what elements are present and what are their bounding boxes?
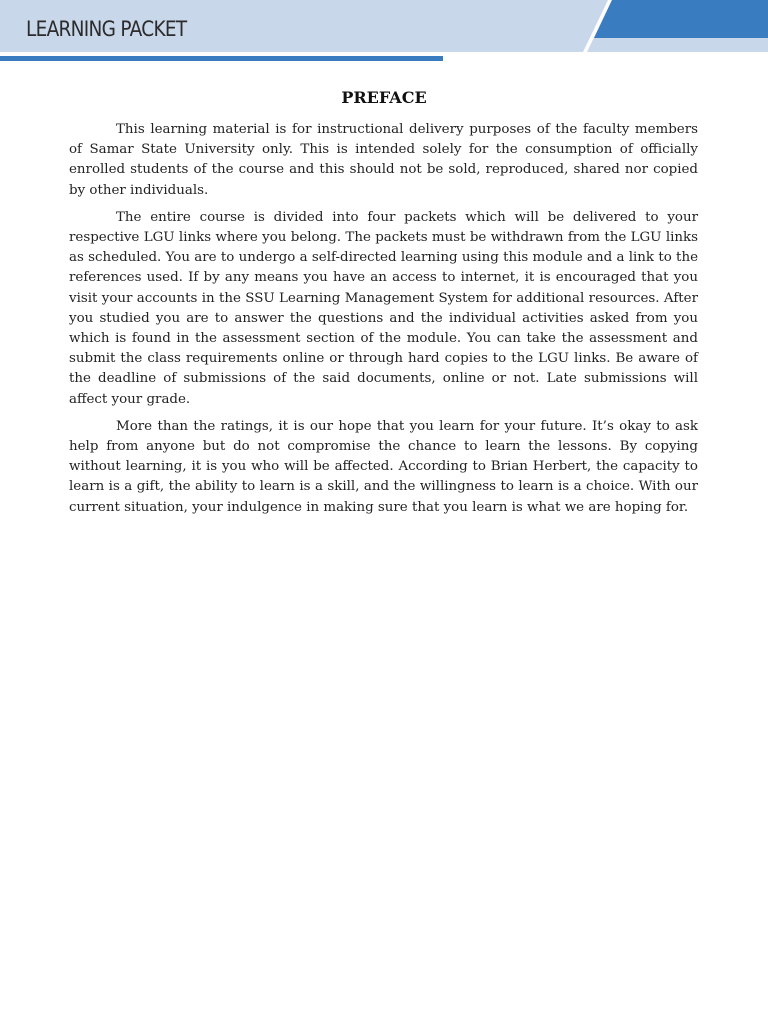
page-title: PREFACE: [341, 88, 427, 107]
page-header: [0, 0, 768, 66]
paragraph-2: The entire course is divided into four packets which will be delivered to your respective LGU links where you belong. The packets must be withdrawn from the LGU links as scheduled. You are to undergo a self-directed learning using this module and a link to the references used. If by any means you have an access to internet, it is encouraged that you visit your accounts in the SSU Learning Management System for additional resources. After you studied you are to answer the questions and the individual activities asked from you which is found in the assessment section of the module. You can take the assessment and submit the class requirements online or through hard copies to the LGU links. Be aware of the deadline of submissions of the said documents, online or not. Late submissions will affect your grade.: [69, 209, 698, 407]
paragraph-3: More than the ratings, it is our hope that you learn for your future. It’s okay to ask help from anyone but do not compromise the chance to learn the lessons. By copying without learning, it is you who will be affected. According to Brian Herbert, the capacity to learn is a gift, the ability to learn is a skill, and the willingness to learn is a choice. With our current situation, your indulgence in making sure that you learn is what we are hoping for.: [69, 418, 698, 515]
document-body: [69, 120, 698, 525]
header-title: LEARNING PACKET: [26, 17, 187, 41]
paragraph-1: This learning material is for instructional delivery purposes of the faculty members of Samar State University only. This is intended solely for the consumption of officially enrolled students of the course and this should not be sold, reproduced, shared nor copied by other individuals.: [69, 122, 698, 198]
header-underline: [0, 56, 443, 61]
